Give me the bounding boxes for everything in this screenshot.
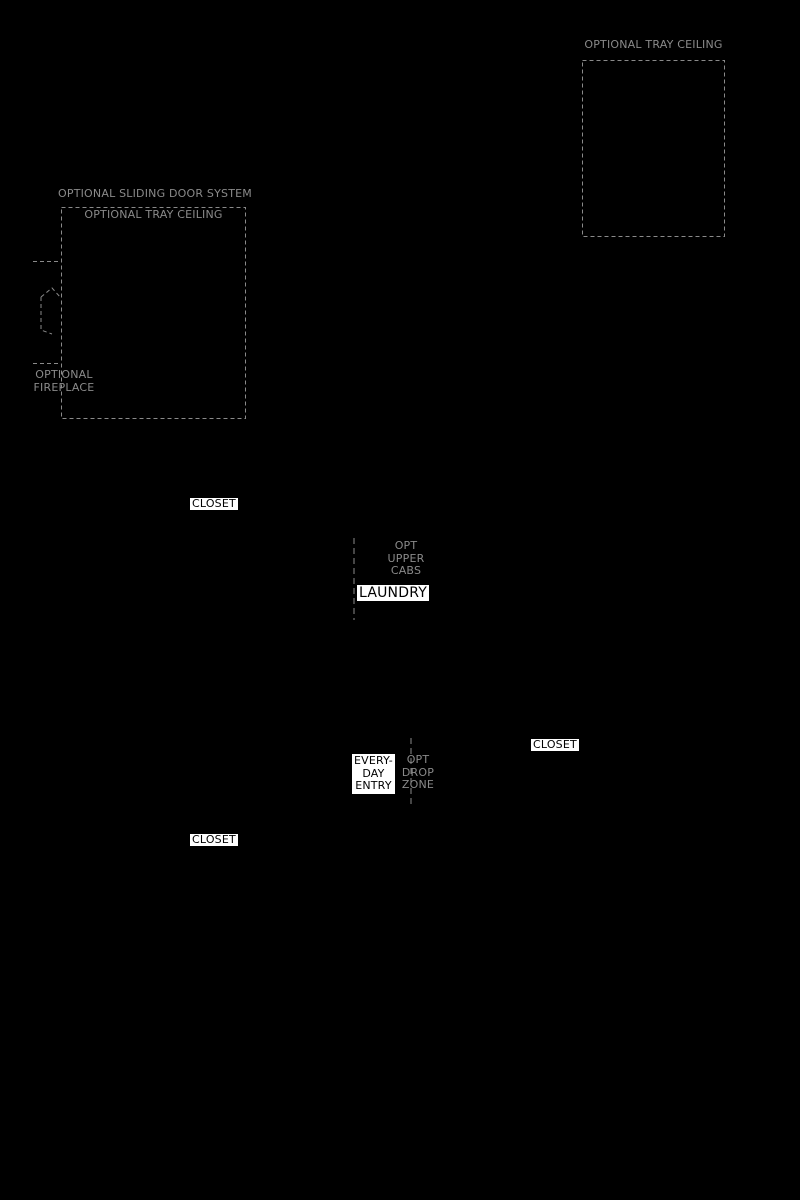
everyday-entry-line-3: ENTRY [355,779,392,792]
fireplace-label-line-2: FIREPLACE [33,380,95,394]
sliding-door-system-label: OPTIONAL SLIDING DOOR SYSTEM [58,187,252,200]
drop-zone-line-3: ZONE [401,778,435,791]
closet-label-right: CLOSET [533,738,577,751]
upper-cabs-line-2: UPPER [387,551,425,565]
upper-cabs-line-1: OPT [394,539,418,552]
tray-ceiling-label-left: OPTIONAL TRAY CEILING [84,208,223,221]
tray-ceiling-outline-top-right [583,61,725,237]
fireplace-label [27,369,101,394]
closet-label-lower: CLOSET [192,833,236,846]
everyday-entry-label [352,754,395,794]
everyday-entry-line-1: EVERY- [354,754,393,767]
drop-zone-line-1: OPT [406,753,430,766]
tray-ceiling-label-top-right: OPTIONAL TRAY CEILING [584,38,723,51]
fireplace-outline [33,262,61,364]
upper-cabs-line-3: CABS [390,564,422,577]
upper-cabs-label [376,540,436,578]
drop-zone-label [396,754,440,792]
drop-zone-line-2: DROP [401,765,435,779]
closet-label-upper: CLOSET [192,497,236,510]
laundry-label: LAUNDRY [359,585,427,601]
everyday-entry-line-2: DAY [362,766,385,780]
fireplace-label-line-1: OPTIONAL [35,368,93,381]
